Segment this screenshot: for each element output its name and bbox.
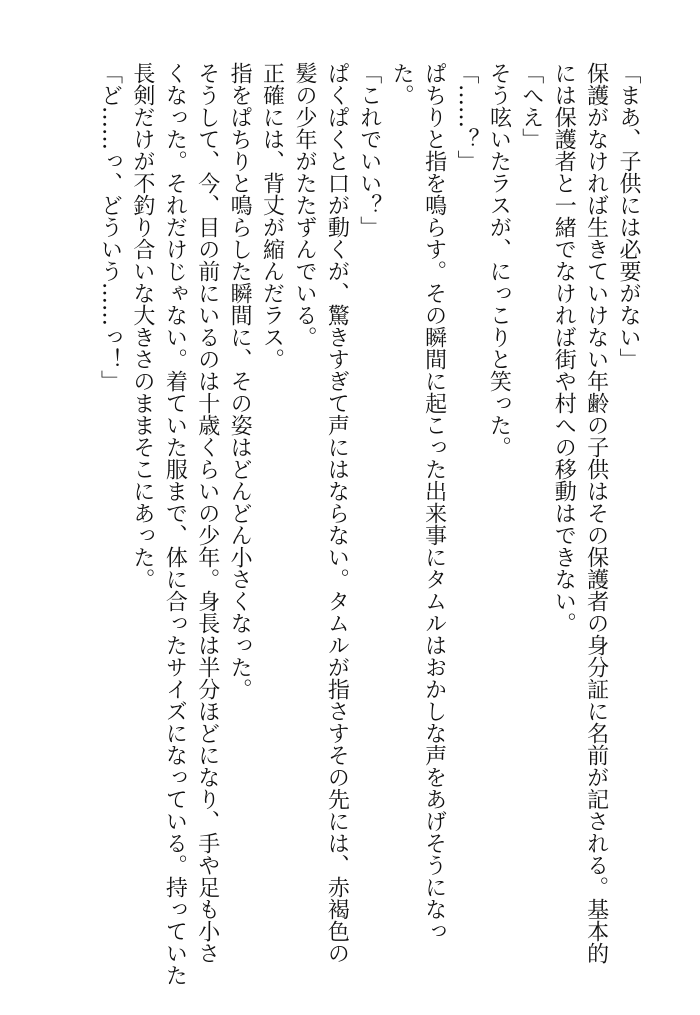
text-line-12: 正確には、背丈が縮んだラス。: [259, 62, 285, 370]
text-line-11: 髪の少年がたたずんでいる。: [291, 62, 317, 348]
vertical-text-body: [93, 62, 644, 986]
text-line-3: には保護者と一緒でなければ街や村への移動はできない。: [551, 62, 577, 634]
text-line-6: 「……？」: [453, 62, 479, 172]
text-line-8: た。: [389, 62, 415, 106]
text-line-5: そう呟いたラスが、にっこりと笑った。: [486, 62, 512, 458]
text-line-14: そうして、今、目の前にいるのは十歳くらいの少年。身長は半分ほどになり、手や足も小さ: [194, 62, 220, 964]
text-line-2: 保護がなければ生きていけない年齢の子供はその保護者の身分証に名前が記される。基本的: [583, 62, 609, 964]
text-line-13: 指をぱちりと鳴らした瞬間に、その姿はどんどん小さくなった。: [227, 62, 253, 700]
text-line-10: ぱくぱくと口が動くが、驚きすぎて声にはならない。タムルが指さすその先には、赤褐色の: [324, 62, 350, 964]
text-line-9: 「これでいい？」: [356, 62, 382, 238]
text-line-15: くなった。それだけじゃない。着ていた服まで、体に合ったサイズになっている。持っていた: [162, 62, 188, 986]
text-line-16: 長剣だけが不釣り合いな大きさのままそこにあった。: [129, 62, 155, 590]
text-line-4: 「へえ」: [518, 62, 544, 150]
text-line-7: ぱちりと指を鳴らす。その瞬間に起こった出来事にタムルはおかしな声をあげそうになっ: [421, 62, 447, 942]
text-line-1: 「まあ、子供には必要がない」: [616, 62, 641, 370]
text-line-17: 「ど……っ、どういう……っ！」: [97, 62, 123, 392]
